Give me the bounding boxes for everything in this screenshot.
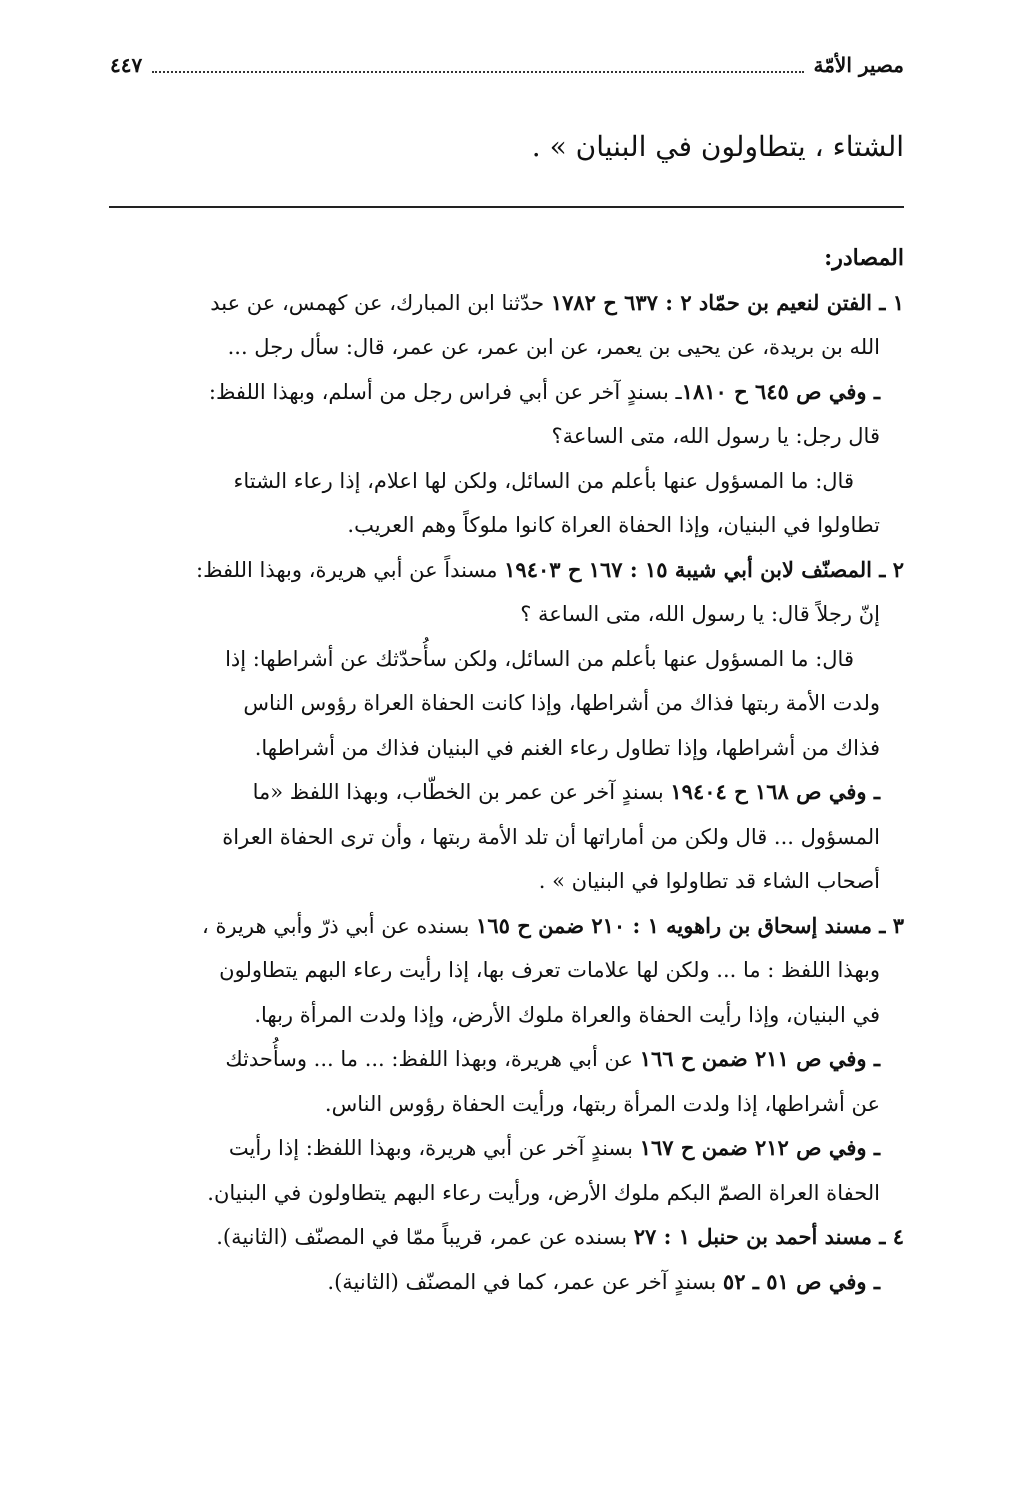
source-citation: ١ ـ الفتن لنعيم بن حمّاد ٢ : ٦٣٧ ح ١٧٨٢ [550, 289, 904, 315]
source-text: بسندٍ آخر عن عمر بن الخطّاب، وبهذا اللفظ «ما [252, 780, 671, 804]
source-line [110, 503, 904, 548]
source-line [110, 281, 904, 326]
source-citation: ٣ ـ مسند إسحاق بن راهويه ١ : ٢١٠ ضمن ح ١٦٥ [476, 912, 904, 938]
source-text: بسنده عن عمر، قريباً ممّا في المصنّف (الثانية). [216, 1225, 634, 1249]
source-line [110, 370, 904, 415]
source-text: تطاولوا في البنيان، وإذا الحفاة العراة كانوا ملوكاً وهم العريب. [347, 513, 880, 537]
source-line [110, 325, 904, 370]
source-text: عن أشراطها، إذا ولدت المرأة ربتها، ورأيت الحفاة رؤوس الناس. [324, 1091, 880, 1116]
source-line [110, 637, 904, 682]
source-text: إنّ رجلاً قال: يا رسول الله، متى الساعة ؟ [520, 602, 880, 626]
source-text: فذاك من أشراطها، وإذا تطاول رعاء الغنم في البنيان فذاك من أشراطها. [254, 735, 880, 760]
text-tail: الشتاء ، يتطاولون في البنيان » . [531, 130, 904, 163]
source-text: قال: ما المسؤول عنها بأعلم من السائل، ولكن لها اعلام، إذا رعاء الشتاء [233, 468, 854, 493]
source-text: بسندٍ آخر عن عمر، كما في المصنّف (الثانية). [327, 1269, 723, 1294]
source-text: ولدت الأمة ربتها فذاك من أشراطها، وإذا كانت الحفاة العراة رؤوس الناس [243, 691, 880, 715]
leader-dots [152, 57, 803, 73]
sources-heading: المصادر: [824, 245, 904, 271]
source-text: الله بن بريدة، عن يحيى بن يعمر، عن ابن عمر، عن عمر، قال: سأل رجل ... [227, 335, 880, 359]
source-line [110, 904, 904, 949]
source-text: في البنيان، وإذا رأيت الحفاة والعراة ملوك الأرض، وإذا ولدت المرأة ربها. [254, 1002, 880, 1027]
source-text: مسنداً عن أبي هريرة، وبهذا اللفظ: [196, 557, 505, 582]
source-text: أصحاب الشاء قد تطاولوا في البنيان » . [538, 869, 880, 893]
source-line [110, 1126, 904, 1171]
source-line [110, 993, 904, 1038]
source-lines [110, 281, 904, 1305]
source-line [110, 815, 904, 860]
source-line [110, 592, 904, 637]
source-text: وبهذا اللفظ : ما ... ولكن لها علامات تعرف بها، إذا رأيت رعاء البهم يتطاولون [219, 958, 880, 982]
source-citation: ـ وفي ص ٢١١ ضمن ح ١٦٦ [639, 1046, 880, 1071]
source-text: المسؤول ... قال ولكن من أماراتها أن تلد الأمة ربتها ، وأن ترى الحفاة العراة [222, 824, 880, 849]
source-line [110, 1260, 904, 1305]
source-citation: ٢ ـ المصنّف لابن أبي شيبة ١٥ : ١٦٧ ح ١٩٤٠٣ [504, 556, 904, 582]
source-line [110, 414, 904, 459]
source-line [110, 1037, 904, 1082]
separator-rule [109, 206, 904, 208]
source-line [110, 948, 904, 993]
source-text: بسنده عن أبي ذرّ وأبي هريرة ، [201, 913, 477, 938]
running-head-title: مصير الأمّة [813, 53, 904, 77]
source-line [110, 1082, 904, 1127]
source-citation: ـ وفي ص ١٦٨ ح ١٩٤٠٤ [670, 779, 880, 804]
source-text: الحفاة العراة الصمّ البكم ملوك الأرض، ورأيت رعاء البهم يتطاولون في البنيان. [207, 1180, 880, 1205]
source-text: حدّثنا ابن المبارك، عن كهمس، عن عبد [210, 290, 551, 315]
source-line [110, 548, 904, 593]
source-line [110, 459, 904, 504]
source-citation: ـ وفي ص ٥١ ـ ٥٢ [722, 1268, 880, 1294]
source-line [110, 726, 904, 771]
source-line [110, 859, 904, 904]
running-head [110, 50, 904, 80]
source-text: ـ بسندٍ آخر عن أبي فراس رجل من أسلم، وبهذا اللفظ: [208, 379, 682, 404]
source-text: عن أبي هريرة، وبهذا اللفظ: ... ما ... وسأُحدثك [225, 1047, 640, 1071]
sources-section [110, 236, 904, 1304]
source-line [110, 681, 904, 726]
source-line [110, 770, 904, 815]
source-line [110, 1171, 904, 1216]
source-citation: ـ وفي ص ٦٤٥ ح ١٨١٠ [681, 378, 880, 404]
source-citation: ـ وفي ص ٢١٢ ضمن ح ١٦٧ [639, 1135, 880, 1160]
source-text: قال: ما المسؤول عنها بأعلم من السائل، ولكن سأُحدّثك عن أشراطها: إذا [225, 646, 854, 671]
source-text: قال رجل: يا رسول الله، متى الساعة؟ [551, 424, 880, 448]
page-number: ٤٤٧ [110, 53, 143, 77]
source-line [110, 1215, 904, 1260]
source-text: بسندٍ آخر عن أبي هريرة، وبهذا اللفظ: إذا رأيت [228, 1136, 640, 1160]
source-citation: ٤ ـ مسند أحمد بن حنبل ١ : ٢٧ [633, 1224, 904, 1249]
